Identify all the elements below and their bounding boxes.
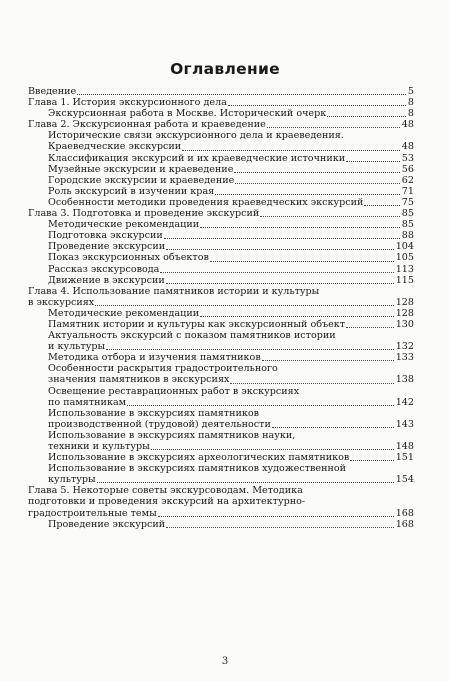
toc-entry-page: 168 [395,507,414,519]
toc-section-entry [28,275,414,286]
toc-section-entry [28,153,414,164]
toc-section-entry [28,164,414,175]
dot-leader [230,383,393,384]
toc-entry-title: по памятникам [48,396,127,408]
toc-entry-page: 62 [401,174,414,186]
toc-entry-title: Глава 3. Подготовка и проведение экскурсий [28,208,260,220]
dot-leader [200,227,400,228]
dot-leader [166,527,394,528]
toc-section-entry [28,219,414,230]
toc-section-entry [28,230,414,241]
toc-section-entry [28,175,414,186]
toc-entry-title: Роль экскурсий в изучении края [48,185,215,197]
toc-section-entry [28,452,414,463]
toc-entry-text-line: Актуальность экскурсий с показом памятников истории [48,330,336,342]
dot-leader [272,427,394,428]
toc-entry-page: 130 [395,318,414,330]
toc-entry-page: 148 [395,441,414,452]
toc-entry-page: 75 [401,196,414,208]
toc-section-entry [28,108,414,119]
toc-entry-text-line: Использование в экскурсиях памятников науки, [48,429,296,441]
toc-section-entry [28,352,414,363]
toc-entry-page: 71 [401,185,414,197]
toc-section-entry [28,463,414,485]
toc-entry-page: 48 [401,119,414,131]
toc-chapter-entry [28,286,414,308]
toc-section-entry [28,519,414,530]
toc-section-entry [28,186,414,197]
toc-section-entry [28,408,414,430]
toc-section-entry [28,330,414,352]
toc-entry-title: Проведение экскурсий [48,518,166,530]
toc-entry-text-line: Освещение реставрационных работ в экскурсиях [48,385,300,397]
dot-leader [151,449,394,450]
dot-leader [182,150,400,151]
dot-leader [364,205,399,206]
dot-leader [210,261,394,262]
toc-entry-title: градостроительные темы [28,507,157,519]
toc-entry-title: и культуры [48,341,106,353]
toc-entry-title: Глава 2. Экскурсионная работа и краеведение [28,119,266,131]
toc-entry-text-line: Глава 4. Использование памятников истории и культуры [28,285,320,297]
toc-entry-title: Использование в экскурсиях археологических памятников [48,452,350,464]
dot-leader [106,349,394,350]
toc-entry-title: Движение в экскурсии [48,274,165,286]
toc-entry-page: 151 [395,452,414,464]
toc-entry-page: 8 [407,108,414,120]
dot-leader [158,516,394,517]
page-title: Оглавление [170,60,280,78]
toc-entry-text-line: Особенности раскрытия градостроительного [48,363,278,375]
toc-chapter-entry [28,119,414,130]
toc-section-entry [28,319,414,330]
dot-leader [267,127,400,128]
toc-entry-title: Методические рекомендации [48,307,200,319]
toc-section-entry [28,386,414,408]
toc-entry-title: Введение [28,86,77,97]
dot-leader [164,238,400,239]
toc-entry-page: 138 [395,374,414,386]
toc-entry-text-line: Глава 5. Некоторые советы экскурсоводам. Методика [28,485,303,497]
toc-entry-title: Подготовка экскурсии [48,230,163,242]
toc-entry-page: 48 [401,141,414,153]
toc-entry-page: 85 [401,208,414,220]
dot-leader [166,283,394,284]
dot-leader [350,460,393,461]
toc-entry-title: Показ экскурсионных объектов [48,252,209,264]
dot-leader [200,316,394,317]
toc-entry-title: Экскурсионная работа в Москве. Исторический очерк [48,108,327,120]
toc-entry-page: 154 [395,474,414,486]
toc-entry-page: 104 [395,241,414,253]
toc-entry-title: культуры [48,474,96,486]
toc-entry-page: 133 [395,352,414,364]
toc-chapter-entry [28,97,414,108]
toc-chapter-entry [28,208,414,219]
toc-entry-page: 168 [395,518,414,530]
toc-entry-page: 88 [401,230,414,242]
toc-entry-title: Городские экскурсии и краеведение [48,174,235,186]
toc-entry-title: Памятник истории и культуры как экскурсионный объект [48,318,346,330]
toc-entry-title: Музейные экскурсии и краеведение [48,163,234,175]
table-of-contents [28,86,414,530]
toc-entry-title: Классификация экскурсий и их краеведческие источники [48,152,346,164]
dot-leader [95,305,393,306]
dot-leader [77,94,406,95]
dot-leader [127,405,394,406]
toc-entry-title: Проведение экскурсии [48,241,166,253]
toc-entry-page: 53 [401,152,414,164]
dot-leader [262,360,394,361]
toc-entry-page: 128 [395,296,414,308]
toc-section-entry [28,363,414,385]
toc-entry-page: 113 [395,263,414,275]
toc-section-entry [28,308,414,319]
toc-entry-page: 128 [395,307,414,319]
toc-entry-page: 8 [407,97,414,109]
toc-entry-page: 85 [401,219,414,231]
dot-leader [260,216,400,217]
toc-entry-page: 142 [395,396,414,408]
toc-entry-page: 5 [407,86,414,97]
toc-entry-title: производственной (трудовой) деятельности [48,418,271,430]
toc-entry-title: Методические рекомендации [48,219,200,231]
toc-chapter-entry [28,485,414,518]
toc-entry-title: Особенности методики проведения краеведческих экскурсий [48,196,364,208]
toc-section-entry [28,130,414,152]
dot-leader [160,272,393,273]
dot-leader [228,105,406,106]
toc-entry-title: значения памятников в экскурсиях [48,374,230,386]
toc-section-entry [28,430,414,452]
toc-section-entry [28,197,414,208]
toc-entry-page: 115 [395,274,414,286]
toc-chapter-entry [28,86,414,97]
dot-leader [327,116,406,117]
dot-leader [235,183,399,184]
toc-entry-page: 105 [395,252,414,264]
dot-leader [166,249,394,250]
dot-leader [346,327,394,328]
toc-entry-title: Глава 1. История экскурсионного дела [28,97,227,109]
toc-entry-text-line: Использование в экскурсиях памятников художественной [48,463,347,475]
dot-leader [346,161,400,162]
toc-entry-text-line: Исторические связи экскурсионного дела и краеведения. [48,130,344,142]
dot-leader [234,172,399,173]
toc-entry-text-line: Использование в экскурсиях памятников [48,407,260,419]
toc-entry-title: техники и культуры [48,441,150,452]
page-number: 3 [221,656,229,667]
dot-leader [97,482,394,483]
toc-entry-page: 143 [395,418,414,430]
toc-section-entry [28,252,414,263]
toc-entry-title: Методика отбора и изучения памятников [48,352,261,364]
toc-entry-title: Рассказ экскурсовода [48,263,160,275]
toc-entry-title: Краеведческие экскурсии [48,141,182,153]
toc-entry-text-line: подготовки и проведения экскурсий на архитектурно- [28,496,306,508]
toc-entry-title: в экскурсиях [28,296,95,308]
dot-leader [215,194,400,195]
toc-section-entry [28,241,414,252]
toc-entry-page: 56 [401,163,414,175]
toc-entry-page: 132 [395,341,414,353]
toc-section-entry [28,264,414,275]
